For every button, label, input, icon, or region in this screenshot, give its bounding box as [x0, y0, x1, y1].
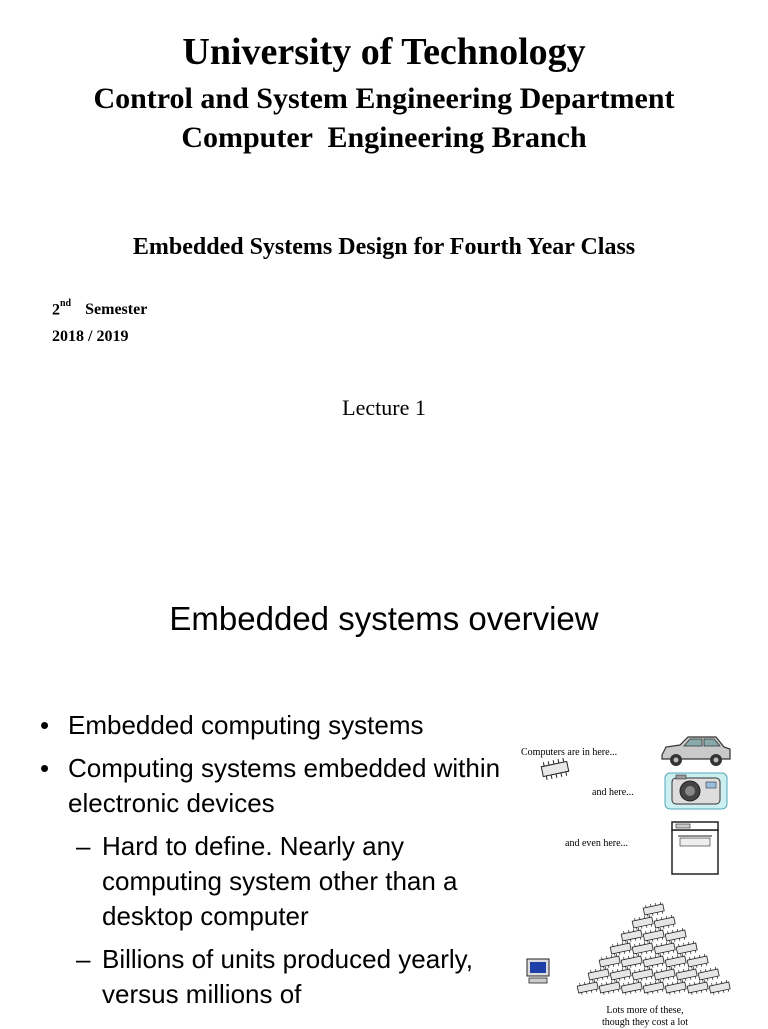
- semester-line: [52, 300, 147, 319]
- microchip-icon: [654, 915, 676, 931]
- academic-year: 2018 / 2019: [52, 328, 129, 345]
- microchip-icon: [709, 980, 731, 996]
- microchip-icon: [621, 980, 643, 996]
- microchip-icon: [643, 902, 665, 918]
- car-icon: [658, 733, 734, 769]
- sub-bullet-item: – Billions of units produced yearly, versus millions of: [76, 944, 473, 1009]
- microchip-icon: [676, 967, 698, 983]
- microchip-icon: [599, 980, 621, 996]
- microchip-icon: [538, 757, 572, 781]
- microchip-icon: [698, 967, 720, 983]
- microchip-icon: [632, 915, 654, 931]
- microchip-icon: [599, 954, 621, 970]
- caption-bottom: Lots more of these, though they cost a lot: [601, 1005, 689, 1028]
- microchip-icon: [665, 954, 687, 970]
- microchip-icon: [665, 928, 687, 944]
- microchip-icon: [621, 928, 643, 944]
- semester-word: Semester: [85, 301, 148, 319]
- lecture-number: Lecture 1: [342, 395, 426, 420]
- caption-camera: and here...: [592, 787, 634, 798]
- microchip-icon: [610, 967, 632, 983]
- washing-machine-icon: [670, 818, 722, 876]
- microchip-icon: [676, 941, 698, 957]
- microchip-icon: [621, 954, 643, 970]
- bullet-item: • Computing systems embedded within electronic devices: [40, 751, 520, 821]
- microchip-icon: [643, 980, 665, 996]
- course-title: Embedded Systems Design for Fourth Year Class: [132, 234, 636, 260]
- microchip-icon: [643, 928, 665, 944]
- microchip-icon: [687, 980, 709, 996]
- microchip-icon: [632, 941, 654, 957]
- bullet-item: • Embedded computing systems: [40, 708, 520, 743]
- microchip-icon: [588, 967, 610, 983]
- camera-icon: [664, 772, 728, 810]
- microchip-pile-icon: [570, 900, 740, 1005]
- microchip-icon: [577, 980, 599, 996]
- microchip-icon: [654, 967, 676, 983]
- microchip-icon: [687, 954, 709, 970]
- semester-suffix: nd: [60, 298, 72, 309]
- microchip-icon: [632, 967, 654, 983]
- bullet-list: [40, 708, 520, 1020]
- department-line: Control and System Engineering Department: [93, 82, 675, 115]
- branch-line: Computer Engineering Branch: [181, 121, 587, 154]
- caption-washer: and even here...: [565, 838, 629, 849]
- microchip-icon: [654, 941, 676, 957]
- microchip-icon: [610, 941, 632, 957]
- desktop-computer-icon: [525, 957, 551, 985]
- slide-title: Embedded systems overview: [169, 600, 599, 637]
- caption-car: Computers are in here...: [521, 747, 618, 758]
- university-title: University of Technology: [182, 31, 586, 73]
- microchip-icon: [643, 954, 665, 970]
- semester-number: 2: [52, 301, 60, 319]
- sub-bullet-item: – Hard to define. Nearly any computing system other than a desktop computer: [76, 831, 458, 931]
- microchip-icon: [665, 980, 687, 996]
